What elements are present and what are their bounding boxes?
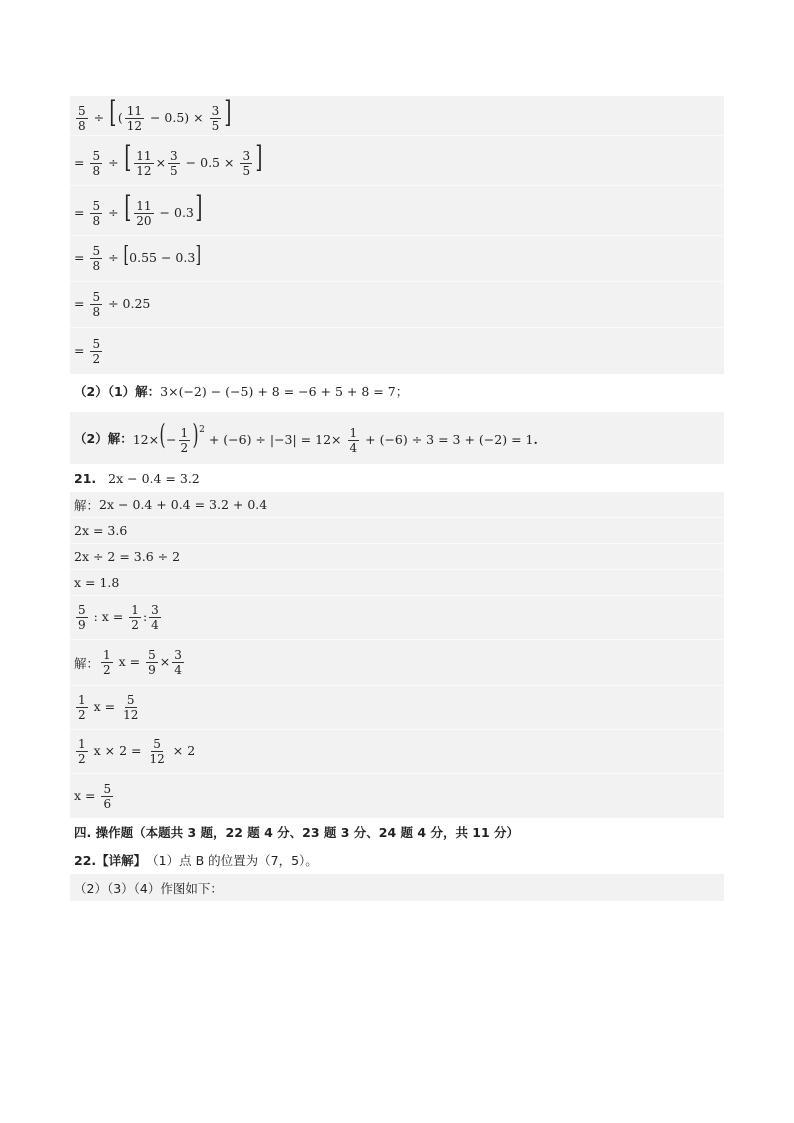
- q21-step-3: 2x ÷ 2 = 3.6 ÷ 2: [70, 544, 724, 570]
- calc-line-3: = $\frac{5}{8}$ ÷ [ $\frac{11}{20}$ − 0.3]: [70, 186, 724, 236]
- q2-part1: （2）（1）解： 3×(−2) − (−5) + 8 = −6 + 5 + 8 = 7 ；: [74, 383, 409, 399]
- q21-heading: 21. 2x − 0.4 = 3.2: [74, 470, 200, 486]
- calc-line-2: = $\frac{5}{8}$ ÷ [ $\frac{11}{12}$ × $\frac{3}{5}$ − 0.5 × $\frac{3}{5}$ ]: [70, 136, 724, 186]
- fraction: $\frac{5}{8}$: [78, 104, 86, 133]
- q21-part2-step-4: x = $\frac{5}{6}$: [70, 774, 724, 818]
- calc-line-4: = $\frac{5}{8}$ ÷ [0.55 − 0.3]: [70, 236, 724, 282]
- q21-step-2: 2x = 3.6: [70, 518, 724, 544]
- q21-part2-step-3: $\frac{1}{2}$ x × 2 = $\frac{5}{12}$ × 2: [70, 730, 724, 774]
- section-four-title: 四. 操作题（本题共 3 题，22 题 4 分、23 题 3 分、24 题 4 分，共 11 分）: [74, 825, 520, 840]
- q22-answer: 22.【详解】 （1）点 B 的位置为（7，5）。: [74, 853, 318, 868]
- q21-step-1: 解： 2x − 0.4 + 0.4 = 3.2 + 0.4: [70, 492, 724, 518]
- q21-step-4: x = 1.8: [70, 570, 724, 596]
- q22-drawing-note: （2）（3）（4）作图如下：: [70, 874, 724, 901]
- calc-line-6: = $\frac{5}{2}$: [70, 328, 724, 374]
- q21-part2-step-1: 解： $\frac{1}{2}$ x = $\frac{5}{9}$ × $\frac{3}{4}$: [70, 640, 724, 686]
- calc-line-1: $\frac{5}{8}$ ÷ [( $\frac{11}{12}$ − 0.5) × $\frac{3}{5}$ ]: [70, 96, 724, 136]
- answer-content: [70, 96, 724, 901]
- calc-line-5: = $\frac{5}{8}$ ÷ 0.25: [70, 282, 724, 328]
- q21-part2-step-2: $\frac{1}{2}$ x = $\frac{5}{12}$: [70, 686, 724, 730]
- q2-part2: （2）解： 12×(− $\frac{1}{2}$ )$^2$ + (−6) ÷ |−3| = 12× $\frac{1}{4}$ + (−6) ÷ 3 = 3 + (−2) = 1.: [70, 412, 724, 464]
- q21-part2-eq: $\frac{5}{9}$ : x = $\frac{1}{2}$ : $\frac{3}{4}$: [70, 596, 724, 640]
